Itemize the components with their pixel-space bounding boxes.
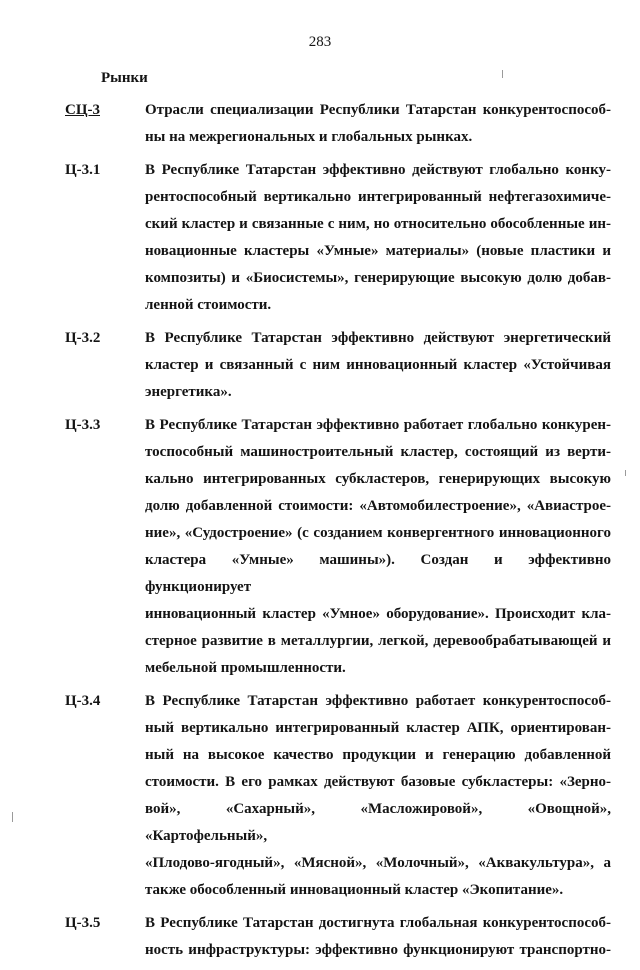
text-line: мебельной промышленности.: [145, 660, 346, 676]
section-heading: Рынки: [101, 70, 148, 86]
text-line: энергетика».: [145, 384, 232, 400]
scan-speck: [625, 470, 626, 476]
text-line: инновационный кластер «Умное» оборудование». Происходит кла-: [145, 606, 611, 622]
entries-list: [65, 97, 611, 970]
entry-text: [145, 325, 611, 406]
scan-speck: [502, 70, 503, 78]
text-line: кластера «Умные» машины»). Создан и эффективно функционирует: [145, 552, 611, 595]
entry-code: Ц-3.2: [65, 330, 101, 346]
text-line: В Республике Татарстан достигнута глобальная конкурентоспособ-: [145, 915, 611, 931]
entry-c-3-4: [65, 688, 611, 904]
text-line: тоспособный машиностроительный кластер, состоящий из верти-: [145, 444, 611, 460]
text-line: ны на межрегиональных и глобальных рынках.: [145, 129, 473, 145]
text-line: Отрасли специализации Республики Татарстан конкурентоспособ-: [145, 102, 611, 118]
entry-sc-3: [65, 97, 611, 151]
entry-text: [145, 910, 611, 964]
page-number: 283: [308, 34, 332, 50]
entry-code: СЦ-3: [65, 102, 100, 118]
text-line: В Республике Татарстан эффективно действуют энергетический: [145, 330, 611, 346]
text-line: ный на высокое качество продукции и генерацию добавленной: [145, 747, 611, 763]
text-line: В Республике Татарстан эффективно работает глобально конкурен-: [145, 417, 611, 433]
entry-c-3-1: [65, 157, 611, 319]
text-line: рентоспособный вертикально интегрированный нефтегазохимиче-: [145, 189, 611, 205]
text-line: ленной стоимости.: [145, 297, 272, 313]
text-line: ный вертикально интегрированный кластер АПК, ориентирован-: [145, 720, 611, 736]
text-line: долю добавленной стоимости: «Автомобилестроение», «Авиастрое-: [145, 498, 611, 514]
text-line: новационные кластеры «Умные» материалы» (новые пластики и: [145, 243, 611, 259]
scan-speck: [12, 812, 13, 822]
text-line: стерное развитие в металлургии, легкой, деревообрабатывающей и: [145, 633, 611, 649]
text-line: кластер и связанный с ним инновационный кластер «Устойчивая: [145, 357, 611, 373]
text-line: вой», «Сахарный», «Масложировой», «Овощной», «Картофельный»,: [145, 801, 611, 844]
entry-code: Ц-3.3: [65, 417, 101, 433]
text-line: кально интегрированных субкластеров, генерирующих высокую: [145, 471, 611, 487]
text-line: ность инфраструктуры: эффективно функционируют транспортно-: [145, 942, 611, 958]
text-line: композиты) и «Биосистемы», генерирующие высокую долю добав-: [145, 270, 611, 286]
entry-text: [145, 97, 611, 151]
entry-text: [145, 157, 611, 319]
entry-code: Ц-3.1: [65, 162, 101, 178]
text-line: ский кластер и связанные с ним, но относительно обособленные ин-: [145, 216, 611, 232]
entry-text: [145, 688, 611, 904]
entry-code: Ц-3.5: [65, 915, 101, 931]
text-line: В Республике Татарстан эффективно действуют глобально конку-: [145, 162, 611, 178]
entry-c-3-3: [65, 412, 611, 682]
text-line: также обособленный инновационный кластер «Экопитание».: [145, 882, 564, 898]
entry-c-3-2: [65, 325, 611, 406]
text-line: «Плодово-ягодный», «Мясной», «Молочный», «Аквакультура», а: [145, 855, 611, 871]
entry-c-3-5: [65, 910, 611, 964]
text-line: В Республике Татарстан эффективно работает конкурентоспособ-: [145, 693, 611, 709]
text-line: ние», «Судостроение» (с созданием конвергентного инновационного: [145, 525, 611, 541]
entry-code: Ц-3.4: [65, 693, 101, 709]
text-line: стоимости. В его рамках действуют базовые субкластеры: «Зерно-: [145, 774, 611, 790]
entry-text: [145, 412, 611, 682]
